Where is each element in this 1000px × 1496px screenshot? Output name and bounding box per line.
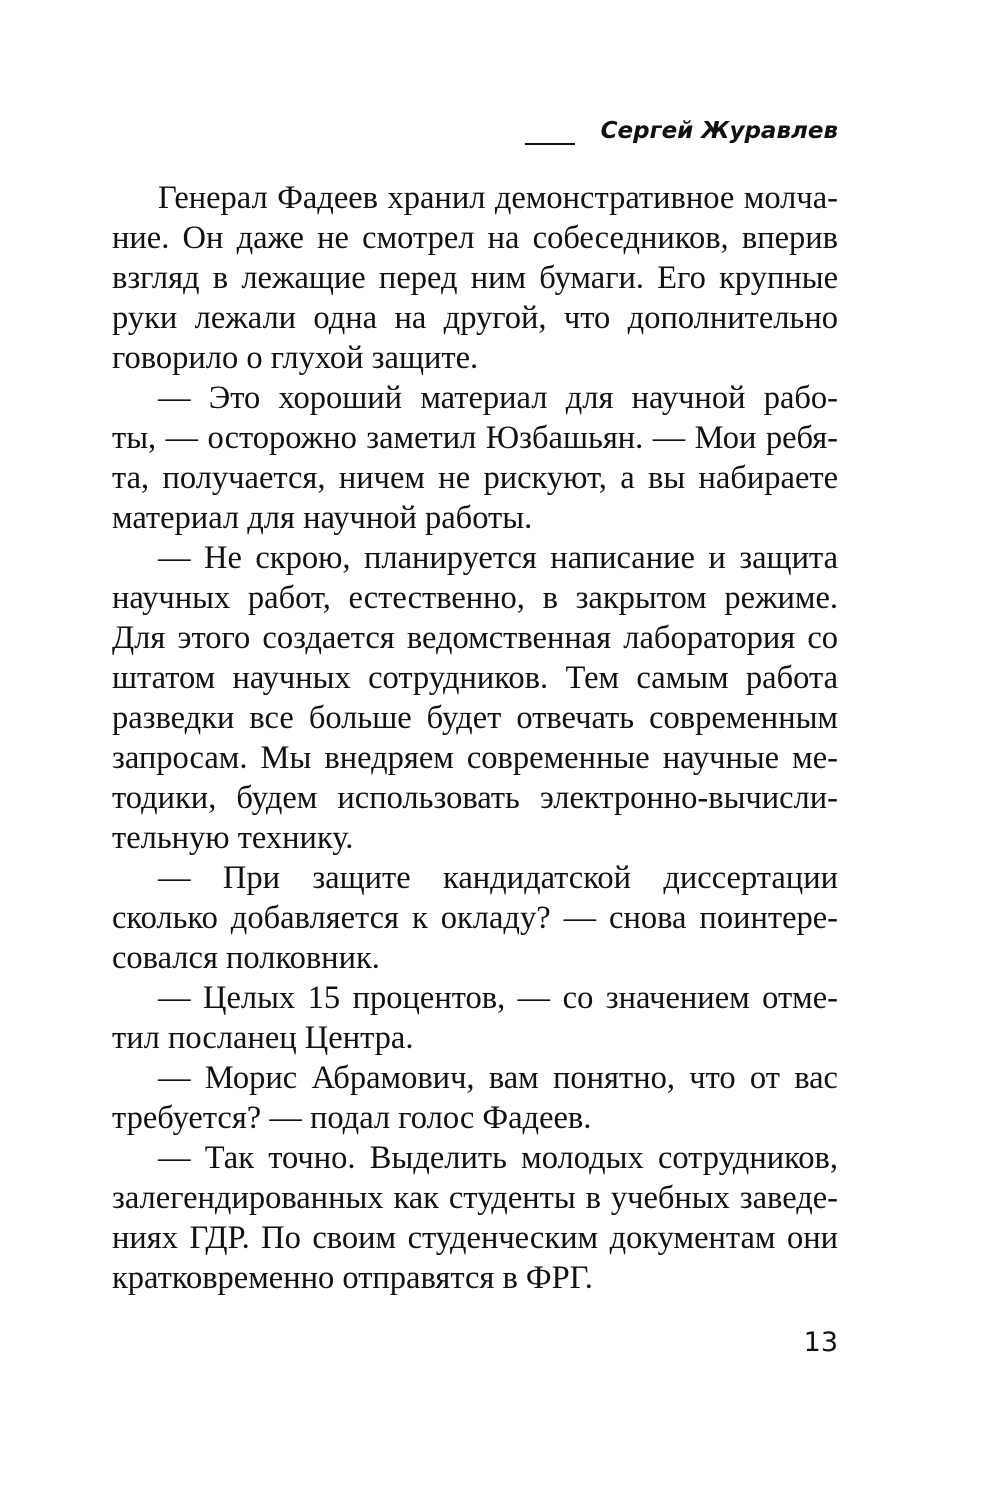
text-line: научных работ, естественно, в закрытом режиме. xyxy=(112,580,838,616)
text-line: — Морис Абрамович, вам понятно, что от вас xyxy=(158,1060,838,1096)
text-line: требуется? — подал голос Фадеев. xyxy=(112,1100,592,1136)
text-line: — Целых 15 процентов, — со значением отме- xyxy=(158,980,838,1016)
text-line: Генерал Фадеев хранил демонстративное молча- xyxy=(158,180,838,216)
text-line: материал для научной работы. xyxy=(112,500,533,536)
text-line: тельную технику. xyxy=(112,820,354,856)
text-line: совался полковник. xyxy=(112,940,380,976)
text-line: тодики, будем использовать электронно-вычисли- xyxy=(112,780,838,816)
running-header xyxy=(525,116,838,156)
text-line: та, получается, ничем не рискуют, а вы набираете xyxy=(112,460,838,496)
text-line: запросам. Мы внедряем современные научные ме- xyxy=(112,740,838,776)
author-name: Сергей Журавлев xyxy=(600,118,838,144)
body-text xyxy=(112,178,838,1298)
text-line: тил посланец Центра. xyxy=(112,1020,414,1056)
header-rule xyxy=(525,143,575,145)
text-line: говорило о глухой защите. xyxy=(112,340,479,376)
text-line: сколько добавляется к окладу? — снова поинтере- xyxy=(112,900,838,936)
text-line: Для этого создается ведомственная лаборатория со xyxy=(112,620,838,656)
page-number: 13 xyxy=(803,1327,838,1358)
text-line: руки лежали одна на другой, что дополнительно xyxy=(112,300,838,336)
text-line: взгляд в лежащие перед ним бумаги. Его крупные xyxy=(112,260,838,296)
text-line: ты, — осторожно заметил Юзбашьян. — Мои ребя- xyxy=(112,420,838,456)
text-line: ниях ГДР. По своим студенческим документам они xyxy=(112,1220,838,1256)
text-line: — Не скрою, планируется написание и защита xyxy=(158,540,838,576)
text-line: ние. Он даже не смотрел на собеседников, вперив xyxy=(112,220,838,256)
text-line: штатом научных сотрудников. Тем самым работа xyxy=(112,660,838,696)
text-line: разведки все больше будет отвечать современным xyxy=(112,700,838,736)
text-line: кратковременно отправятся в ФРГ. xyxy=(112,1260,593,1296)
text-line: — При защите кандидатской диссертации xyxy=(158,860,838,896)
text-line: — Это хороший материал для научной рабо- xyxy=(158,380,838,416)
text-line: залегендированных как студенты в учебных заведе- xyxy=(112,1180,838,1216)
text-line: — Так точно. Выделить молодых сотрудников, xyxy=(158,1140,838,1176)
